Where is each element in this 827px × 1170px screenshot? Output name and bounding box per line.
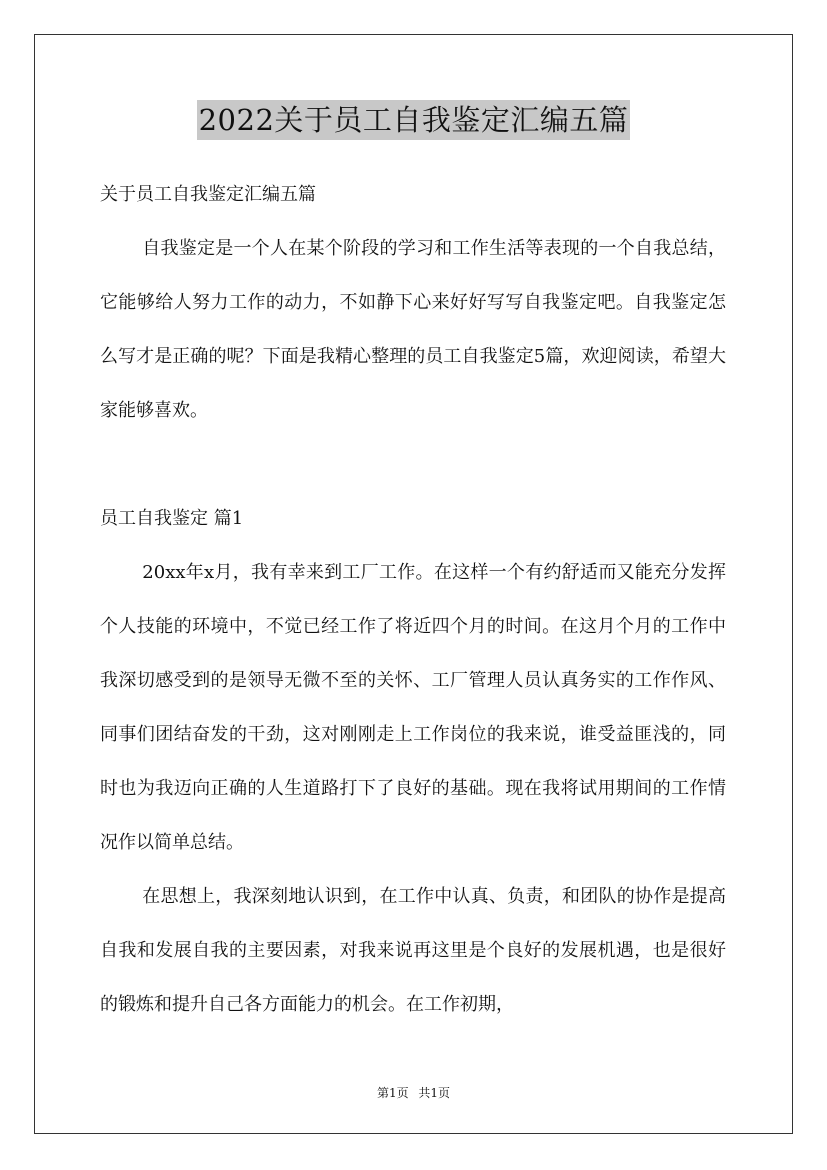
- page-total: 共1页: [418, 1086, 451, 1100]
- section-spacer: [100, 438, 726, 492]
- intro-paragraph: 自我鉴定是一个人在某个阶段的学习和工作生活等表现的一个自我总结，它能够给人努力工作的动力，不如静下心来好好写写自我鉴定吧。自我鉴定怎么写才是正确的呢？下面是我精心整理的员工自我鉴定5篇，欢迎阅读，希望大家能够喜欢。: [100, 238, 726, 421]
- page-number: 第1页: [376, 1086, 409, 1100]
- section-heading: 员工自我鉴定 篇1: [100, 508, 244, 529]
- document-body: [100, 168, 726, 1032]
- document-subtitle: 关于员工自我鉴定汇编五篇: [100, 184, 316, 205]
- page-footer: [0, 1084, 827, 1102]
- body-paragraph-1: 20xx年x月，我有幸来到工厂工作。在这样一个有约舒适而又能充分发挥个人技能的环境中，不觉已经工作了将近四个月的时间。在这月个月的工作中我深切感受到的是领导无微不至的关怀、工厂管理人员认真务实的工作作风、同事们团结奋发的干劲，这对刚刚走上工作岗位的我来说，谁受益匪浅的，同时也为我迈向正确的人生道路打下了良好的基础。现在我将试用期间的工作情况作以简单总结。: [100, 562, 726, 853]
- document-title-text: 2022关于员工自我鉴定汇编五篇: [197, 100, 631, 140]
- body-paragraph-2: 在思想上，我深刻地认识到，在工作中认真、负责，和团队的协作是提高自我和发展自我的主要因素，对我来说再这里是个良好的发展机遇，也是很好的锻炼和提升自己各方面能力的机会。在工作初期，: [100, 886, 726, 1015]
- document-title: [0, 100, 827, 140]
